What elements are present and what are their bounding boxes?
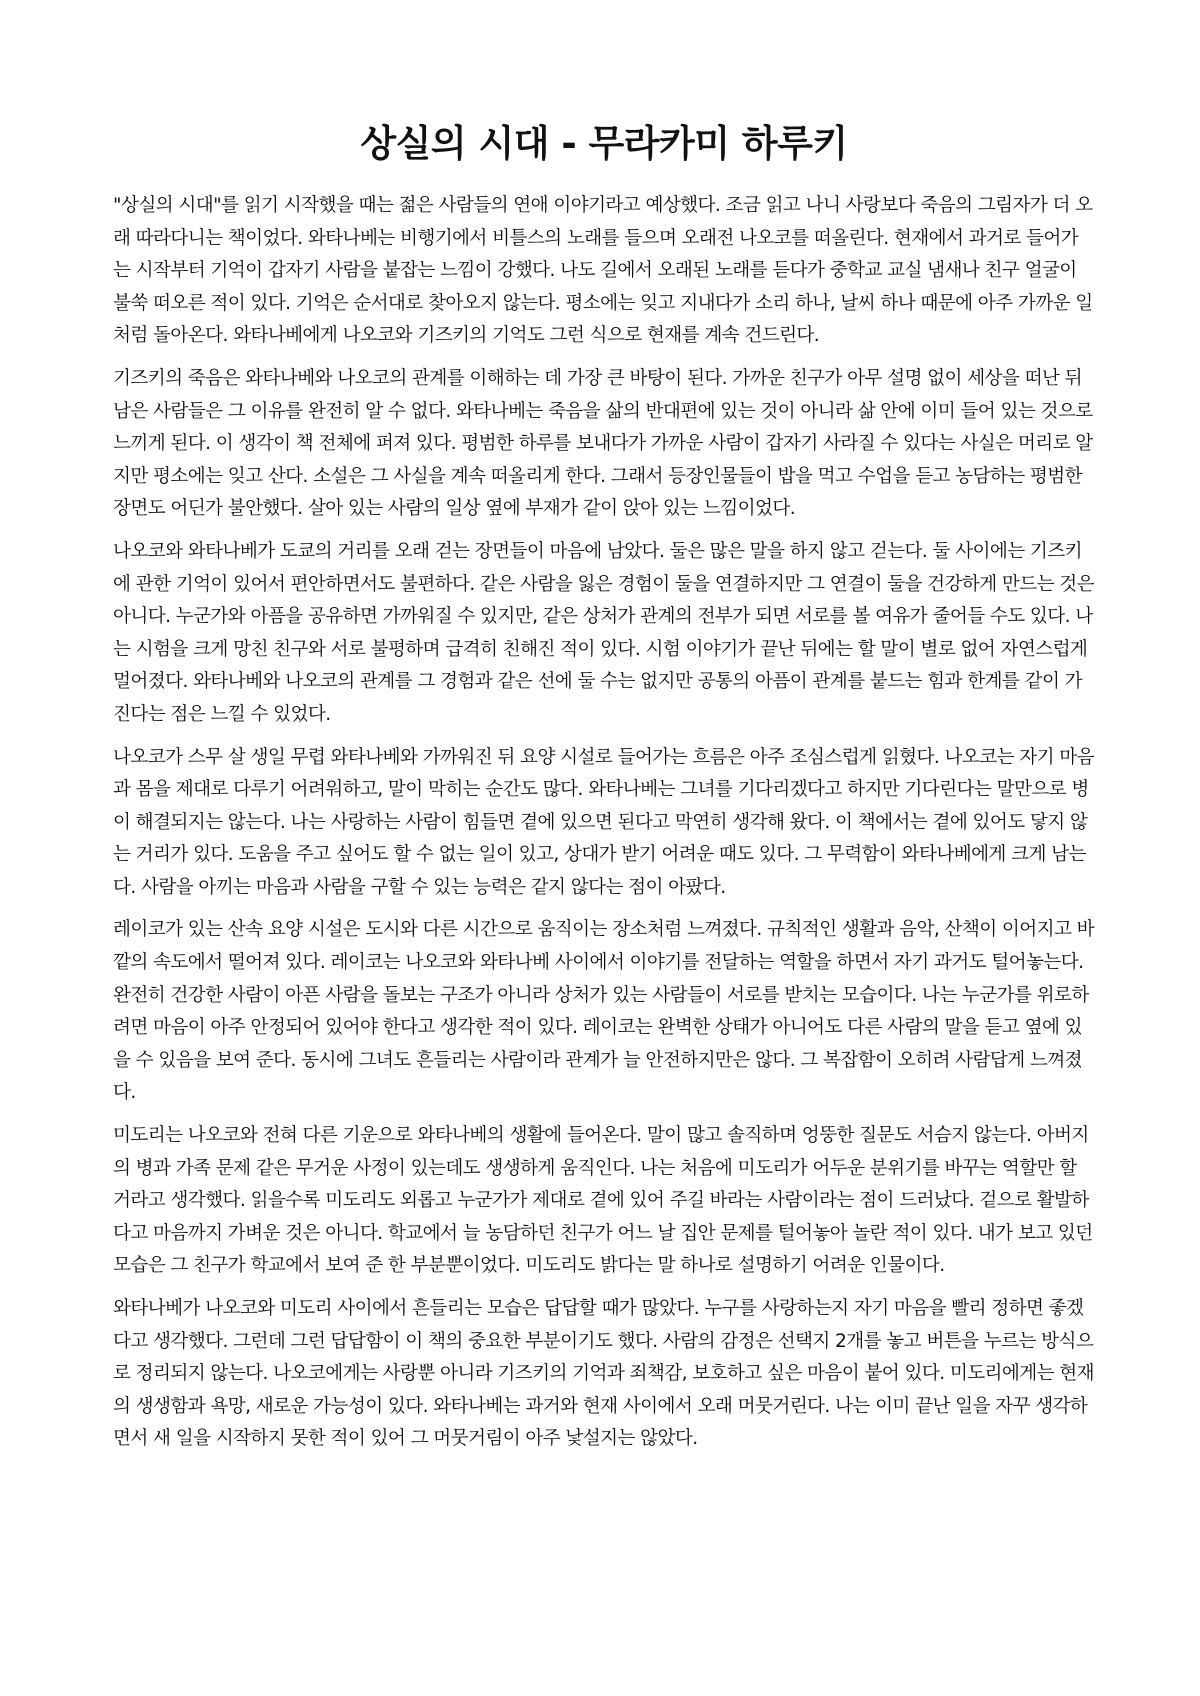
document-body: [113, 190, 1095, 1456]
document-title: 상실의 시대 - 무라카미 하루키: [360, 122, 848, 165]
paragraph: "상실의 시대"를 읽기 시작했을 때는 젊은 사람들의 연애 이야기라고 예상했다. 조금 읽고 나니 사랑보다 죽음의 그림자가 더 오래 따라다니는 책이었다. 와타나베는 비행기에서 비틀스의 노래를 들으며 오래전 나오코를 떠올린다. 현재에서 과거로 들어가는 시작부터 기억이 갑자기 사람을 붙잡는 느낌이 강했다. 나도 길에서 오래된 노래를 듣다가 중학교 교실 냄새나 친구 얼굴이 불쑥 떠오른 적이 있다. 기억은 순서대로 찾아오지 않는다. 평소에는 잊고 지내다가 소리 하나, 날씨 하나 때문에 아주 가까운 일처럼 돌아온다. 와타나베에게 나오코와 기즈키의 기억도 그런 식으로 현재를 계속 건드린다.: [113, 195, 1093, 347]
paragraph: 레이코가 있는 산속 요양 시설은 도시와 다른 시간으로 움직이는 장소처럼 느껴졌다. 규칙적인 생활과 음악, 산책이 이어지고 바깥의 속도에서 떨어져 있다. 레이코는 나오코와 와타나베 사이에서 이야기를 전달하는 역할을 하면서 자기 과거도 털어놓는다. 완전히 건강한 사람이 아픈 사람을 돌보는 구조가 아니라 상처가 있는 사람들이 서로를 받치는 모습이다. 나는 누군가를 위로하려면 마음이 아주 안정되어 있어야 한다고 생각한 적이 있다. 레이코는 완벽한 상태가 아니어도 다른 사람의 말을 듣고 옆에 있을 수 있음을 보여 준다. 동시에 그녀도 흔들리는 사람이라 관계가 늘 안전하지만은 않다. 그 복잡함이 오히려 사람답게 느껴졌다.: [113, 919, 1095, 1104]
paragraph: 미도리는 나오코와 전혀 다른 기운으로 와타나베의 생활에 들어온다. 말이 많고 솔직하며 엉뚱한 질문도 서슴지 않는다. 아버지의 병과 가족 문제 같은 무거운 사정이 있는데도 생생하게 움직인다. 나는 처음에 미도리가 어두운 분위기를 바꾸는 역할만 할 거라고 생각했다. 읽을수록 미도리도 외롭고 누군가가 제대로 곁에 있어 주길 바라는 사람이라는 점이 드러났다. 겉으로 활발하다고 마음까지 가벼운 것은 아니다. 학교에서 늘 농담하던 친구가 어느 날 집안 문제를 털어놓아 놀란 적이 있다. 내가 보고 있던 모습은 그 친구가 학교에서 보여 준 한 부분뿐이었다. 미도리도 밝다는 말 하나로 설명하기 어려운 인물이다.: [113, 1125, 1093, 1277]
paragraph: 와타나베가 나오코와 미도리 사이에서 흔들리는 모습은 답답할 때가 많았다. 누구를 사랑하는지 자기 마음을 빨리 정하면 좋겠다고 생각했다. 그런데 그런 답답함이 이 책의 중요한 부분이기도 했다. 사람의 감정은 선택지 2개를 놓고 버튼을 누르는 방식으로 정리되지 않는다. 나오코에게는 사랑뿐 아니라 기즈키의 기억과 죄책감, 보호하고 싶은 마음이 붙어 있다. 미도리에게는 현재의 생생함과 욕망, 새로운 가능성이 있다. 와타나베는 과거와 현재 사이에서 오래 머뭇거린다. 나는 이미 끝난 일을 자꾸 생각하면서 새 일을 시작하지 못한 적이 있어 그 머뭇거림이 아주 낯설지는 않았다.: [113, 1298, 1095, 1450]
paragraph: 기즈키의 죽음은 와타나베와 나오코의 관계를 이해하는 데 가장 큰 바탕이 된다. 가까운 친구가 아무 설명 없이 세상을 떠난 뒤 남은 사람들은 그 이유를 완전히 알 수 없다. 와타나베는 죽음을 삶의 반대편에 있는 것이 아니라 삶 안에 이미 들어 있는 것으로 느끼게 된다. 이 생각이 책 전체에 퍼져 있다. 평범한 하루를 보내다가 가까운 사람이 갑자기 사라질 수 있다는 사실은 머리로 알지만 평소에는 잊고 산다. 소설은 그 사실을 계속 떠올리게 한다. 그래서 등장인물들이 밥을 먹고 수업을 듣고 농담하는 평범한 장면도 어딘가 불안했다. 살아 있는 사람의 일상 옆에 부재가 같이 앉아 있는 느낌이었다.: [113, 367, 1093, 520]
paragraph: 나오코가 스무 살 생일 무렵 와타나베와 가까워진 뒤 요양 시설로 들어가는 흐름은 아주 조심스럽게 읽혔다. 나오코는 자기 마음과 몸을 제대로 다루기 어려워하고, 말이 막히는 순간도 많다. 와타나베는 그녀를 기다리겠다고 하지만 기다린다는 말만으로 병이 해결되지는 않는다. 나는 사랑하는 사람이 힘들면 곁에 있으면 된다고 막연히 생각해 왔다. 이 책에서는 곁에 있어도 닿지 않는 거리가 있다. 도움을 주고 싶어도 할 수 없는 일이 있고, 상대가 받기 어려운 때도 있다. 그 무력함이 와타나베에게 크게 남는다. 사람을 아끼는 마음과 사람을 구할 수 있는 능력은 같지 않다는 점이 아팠다.: [113, 746, 1095, 898]
paragraph: 나오코와 와타나베가 도쿄의 거리를 오래 걷는 장면들이 마음에 남았다. 둘은 많은 말을 하지 않고 걷는다. 둘 사이에는 기즈키에 관한 기억이 있어서 편안하면서도 불편하다. 같은 사람을 잃은 경험이 둘을 연결하지만 그 연결이 둘을 건강하게 만드는 것은 아니다. 누군가와 아픔을 공유하면 가까워질 수 있지만, 같은 상처가 관계의 전부가 되면 서로를 볼 여유가 줄어들 수도 있다. 나는 시험을 크게 망친 친구와 서로 불평하며 급격히 친해진 적이 있다. 시험 이야기가 끝난 뒤에는 할 말이 별로 없어 자연스럽게 멀어졌다. 와타나베와 나오코의 관계를 그 경험과 같은 선에 둘 수는 없지만 공통의 아픔이 관계를 붙드는 힘과 한계를 같이 가진다는 점은 느낄 수 있었다.: [113, 540, 1095, 725]
